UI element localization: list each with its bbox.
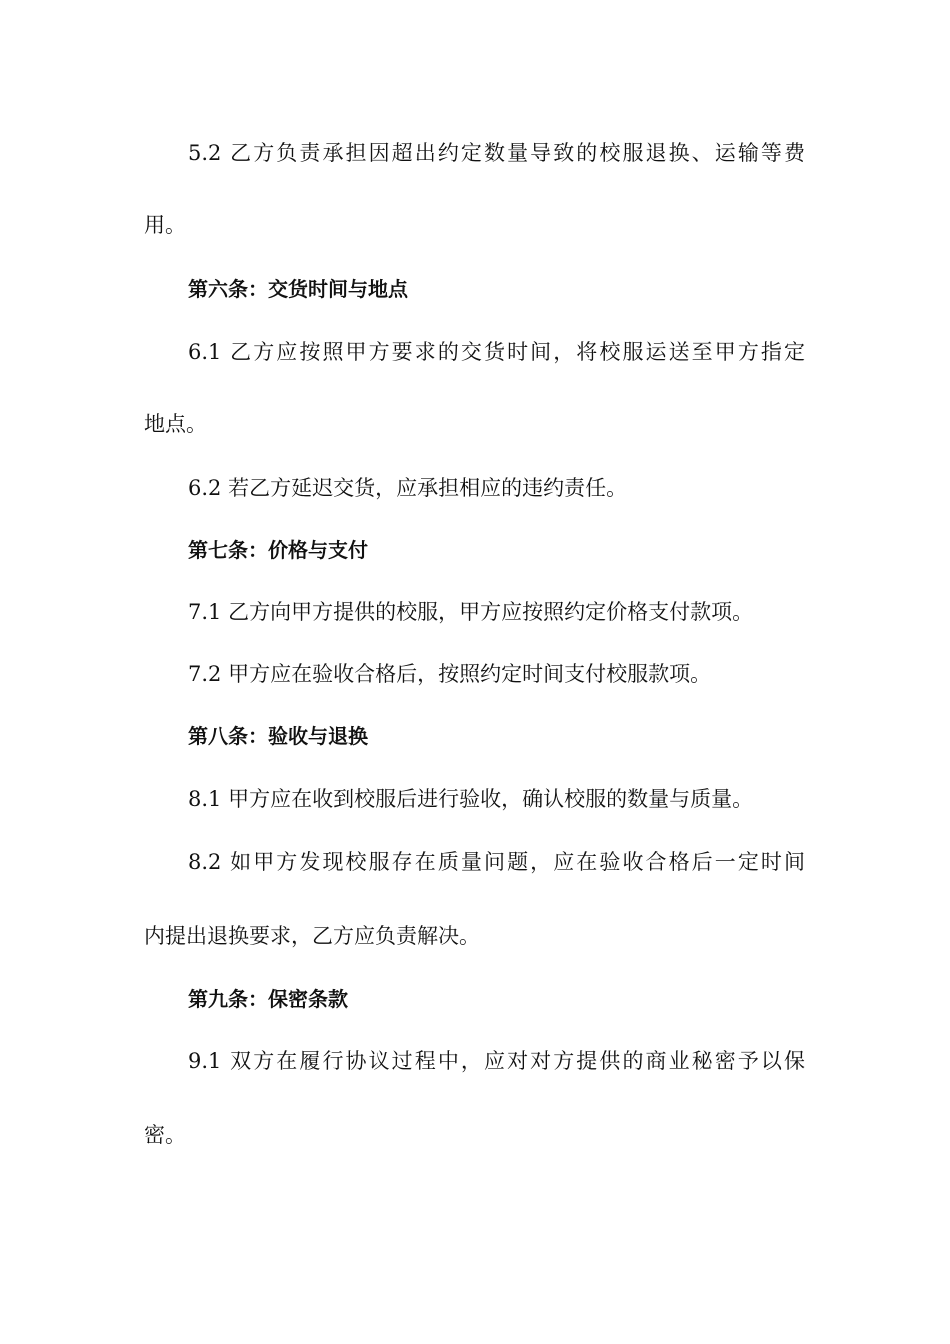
clause-6-1-line-2: 地点。 — [144, 412, 207, 436]
article-7-heading: 第七条：价格与支付 — [188, 538, 368, 562]
clause-7-1: 7.1 乙方向甲方提供的校服，甲方应按照约定价格支付款项。 — [188, 600, 754, 624]
article-9-heading: 第九条：保密条款 — [188, 987, 348, 1011]
clause-9-1-line-2: 密。 — [144, 1123, 186, 1147]
clause-8-2-line-1: 8.2 如甲方发现校服存在质量问题，应在验收合格后一定时间 — [188, 850, 805, 874]
clause-6-2: 6.2 若乙方延迟交货，应承担相应的违约责任。 — [188, 476, 628, 500]
clause-8-2-line-2: 内提出退换要求，乙方应负责解决。 — [144, 924, 480, 948]
clause-9-1-line-1: 9.1 双方在履行协议过程中，应对对方提供的商业秘密予以保 — [188, 1049, 805, 1073]
clause-8-1: 8.1 甲方应在收到校服后进行验收，确认校服的数量与质量。 — [188, 787, 754, 811]
clause-7-2: 7.2 甲方应在验收合格后，按照约定时间支付校服款项。 — [188, 662, 712, 686]
article-6-heading: 第六条：交货时间与地点 — [188, 277, 408, 301]
article-8-heading: 第八条：验收与退换 — [188, 724, 368, 748]
clause-6-1-line-1: 6.1 乙方应按照甲方要求的交货时间，将校服运送至甲方指定 — [188, 340, 805, 364]
clause-5-2-line-1: 5.2 乙方负责承担因超出约定数量导致的校服退换、运输等费 — [188, 141, 805, 165]
clause-5-2-line-2: 用。 — [144, 213, 186, 237]
